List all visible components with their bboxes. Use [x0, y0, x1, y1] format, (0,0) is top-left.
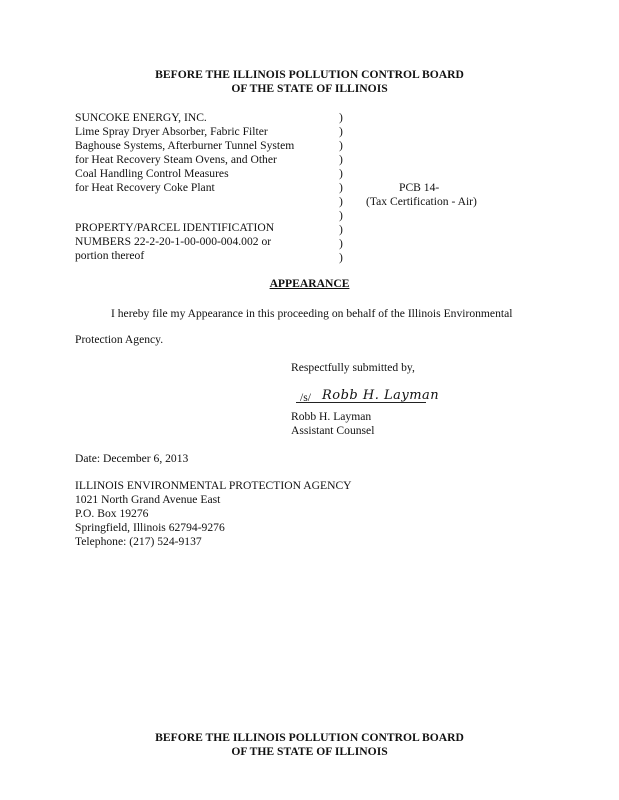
- caption-paren: ): [339, 153, 343, 166]
- caption-line: for Heat Recovery Coke Plant: [75, 181, 215, 194]
- date-line: Date: December 6, 2013: [75, 452, 189, 465]
- body-text-line: Protection Agency.: [75, 333, 164, 346]
- agency-line: ILLINOIS ENVIRONMENTAL PROTECTION AGENCY: [75, 479, 352, 492]
- caption-paren: ): [339, 167, 343, 180]
- caption-paren: ): [339, 195, 343, 208]
- caption-line: Lime Spray Dryer Absorber, Fabric Filter: [75, 125, 268, 138]
- signer-title: Assistant Counsel: [291, 424, 375, 437]
- caption-line: PROPERTY/PARCEL IDENTIFICATION: [75, 221, 275, 234]
- signature-script: Robb H. Layman: [322, 388, 440, 403]
- caption-paren: ): [339, 125, 343, 138]
- caption-paren: ): [339, 223, 343, 236]
- caption-paren: ): [339, 111, 343, 124]
- caption-line: Coal Handling Control Measures: [75, 167, 229, 180]
- agency-line: P.O. Box 19276: [75, 507, 149, 520]
- document-title: APPEARANCE: [269, 277, 350, 290]
- caption-paren: ): [339, 251, 343, 264]
- case-type: (Tax Certification - Air): [366, 195, 477, 208]
- caption-paren: ): [339, 209, 343, 222]
- caption-line: Baghouse Systems, Afterburner Tunnel System: [75, 139, 295, 152]
- state-heading: OF THE STATE OF ILLINOIS: [231, 82, 388, 95]
- caption-paren: ): [339, 181, 343, 194]
- agency-line: Telephone: (217) 524-9137: [75, 535, 202, 548]
- case-number: PCB 14-: [399, 181, 440, 194]
- caption-line: SUNCOKE ENERGY, INC.: [75, 111, 207, 124]
- closing: Respectfully submitted by,: [291, 361, 415, 374]
- footer-board-heading: BEFORE THE ILLINOIS POLLUTION CONTROL BOARD: [155, 731, 464, 744]
- caption-line: NUMBERS 22-2-20-1-00-000-004.002 or: [75, 235, 272, 248]
- caption-paren: ): [339, 237, 343, 250]
- agency-line: Springfield, Illinois 62794-9276: [75, 521, 225, 534]
- signature-line: [296, 402, 426, 403]
- body-text-line: I hereby file my Appearance in this proceeding on behalf of the Illinois Environmental: [111, 307, 513, 320]
- signature-prefix: /s/: [300, 391, 311, 404]
- signer-name: Robb H. Layman: [291, 410, 372, 423]
- board-heading: BEFORE THE ILLINOIS POLLUTION CONTROL BOARD: [155, 68, 464, 81]
- agency-line: 1021 North Grand Avenue East: [75, 493, 221, 506]
- footer-state-heading: OF THE STATE OF ILLINOIS: [231, 745, 388, 758]
- caption-line: portion thereof: [75, 249, 145, 262]
- caption-paren: ): [339, 139, 343, 152]
- caption-line: for Heat Recovery Steam Ovens, and Other: [75, 153, 277, 166]
